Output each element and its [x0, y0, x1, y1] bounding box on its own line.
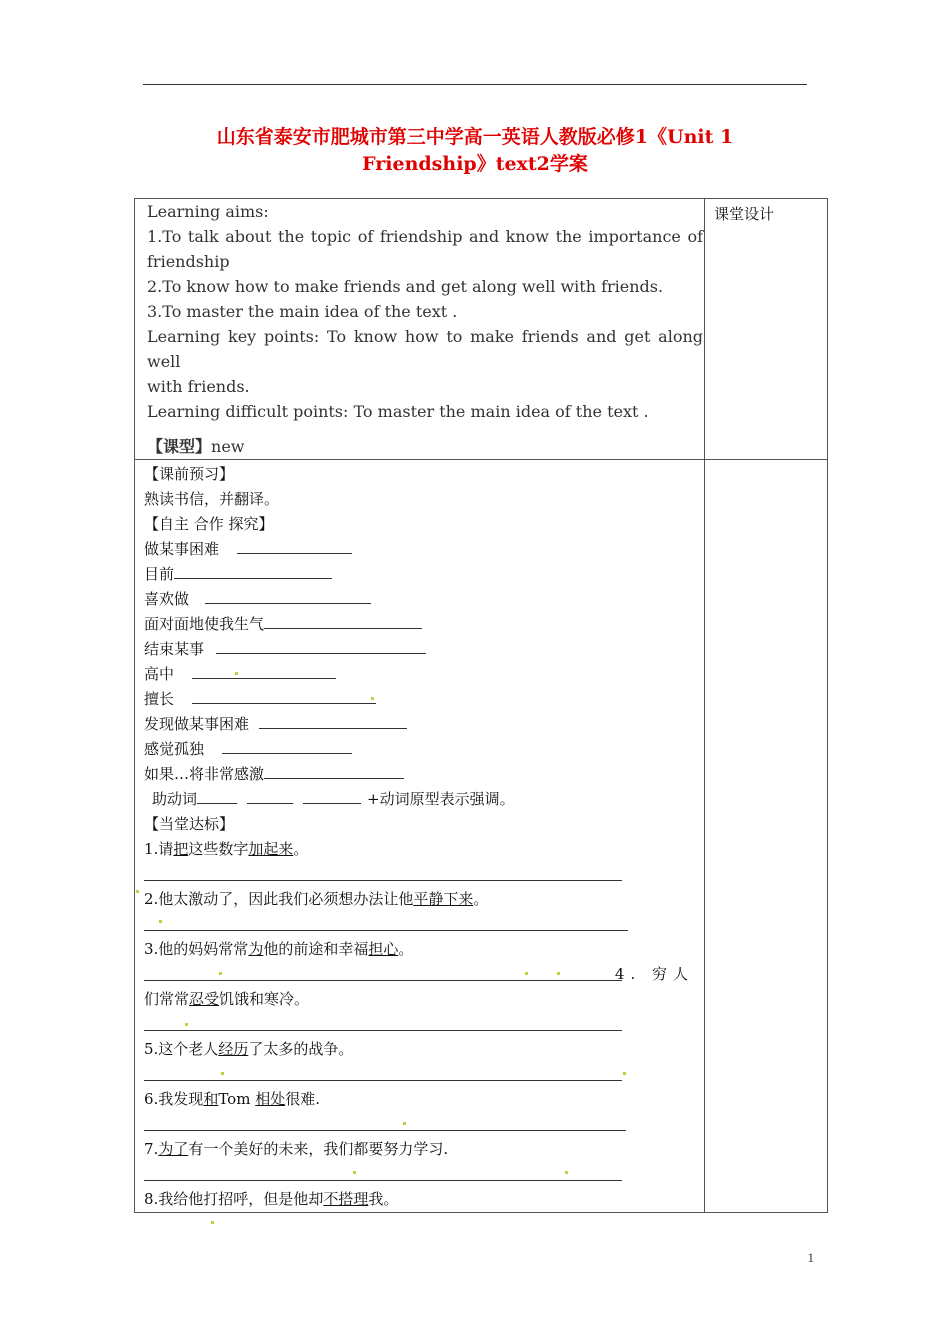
phrase-item: 如果…将非常感激 [144, 762, 704, 787]
phrase-item: 结束某事 [144, 637, 704, 662]
class-design-notes[interactable] [705, 460, 828, 1213]
header-rule [143, 84, 807, 85]
scan-speck [371, 697, 374, 700]
scan-speck [185, 1023, 188, 1026]
scan-speck [221, 1072, 224, 1075]
learning-aims-cell [135, 199, 705, 460]
scan-speck [235, 672, 238, 675]
scan-speck [623, 1072, 626, 1075]
aim-2: 2.To know how to make friends and get along well with friends. [147, 277, 664, 296]
sentence-2: 2.他太激动了，因此我们必须想办法让他平静下来。 [144, 890, 489, 908]
answer-line[interactable] [144, 1112, 704, 1137]
sentence-5: 5.这个老人经历了太多的战争。 [144, 1040, 354, 1058]
answer-blank[interactable] [205, 589, 371, 604]
title-line-2: Friendship》text2学案 [362, 153, 588, 175]
answer-line[interactable] [144, 912, 704, 937]
aim-3: 3.To master the main idea of the text . [147, 302, 458, 321]
phrase-item: 做某事困难 [144, 537, 704, 562]
lesson-type [147, 434, 703, 459]
sentence-7: 7.为了有一个美好的未来，我们都要努力学习. [144, 1140, 449, 1158]
answer-line[interactable] [144, 1162, 704, 1187]
page-number: 1 [807, 1250, 814, 1265]
scan-speck [557, 972, 560, 975]
key-points: Learning key points: To know how to make friends and get along well [147, 327, 703, 371]
scan-speck [211, 1221, 214, 1224]
phrase-item: 面对面地使我生气 [144, 612, 704, 637]
lesson-type-tag: 【课型】 [147, 437, 212, 456]
preview-heading: 【课前预习】 [144, 465, 235, 483]
answer-blank[interactable] [264, 764, 404, 779]
scan-speck [565, 1171, 568, 1174]
phrase-item: 目前 [144, 562, 704, 587]
sentence-4: 们常常忍受饥饿和寒冷。 [144, 990, 310, 1008]
aim-1: 1.To talk about the topic of friendship and know the importance of [147, 227, 703, 246]
aim-1-cont: friendship [147, 252, 230, 271]
preview-task: 熟读书信，并翻译。 [144, 490, 280, 508]
phrase-item: 喜欢做 [144, 587, 704, 612]
scan-speck [219, 972, 222, 975]
phrase-item: 擅长 [144, 687, 704, 712]
answer-line[interactable] [144, 962, 704, 987]
answer-blank[interactable] [197, 789, 237, 804]
difficult-points: Learning difficult points: To master the main idea of the text . [147, 402, 649, 421]
answer-line[interactable] [144, 1012, 704, 1037]
sentence-8: 8.我给他打招呼，但是他却不搭理我。 [144, 1190, 399, 1208]
scan-speck [136, 890, 139, 893]
phrase-item: 发现做某事困难 [144, 712, 704, 737]
answer-blank[interactable] [222, 739, 352, 754]
sentence-6: 6.我发现和Tom 相处很难. [144, 1090, 320, 1108]
scan-speck [159, 920, 162, 923]
sentence-3: 3.他的妈妈常常为他的前途和幸福担心。 [144, 940, 414, 958]
answer-blank[interactable] [247, 789, 293, 804]
answer-blank[interactable] [216, 639, 426, 654]
answer-blank[interactable] [237, 539, 352, 554]
answer-blank[interactable] [259, 714, 407, 729]
phrase-item: 感觉孤独 [144, 737, 704, 762]
document-title [140, 124, 810, 178]
worksheet-table [134, 198, 828, 1213]
answer-line[interactable] [144, 1062, 704, 1087]
answer-blank[interactable] [192, 664, 336, 679]
scan-speck [353, 1171, 356, 1174]
aims-heading: Learning aims: [147, 202, 269, 221]
answer-line[interactable] [144, 862, 704, 887]
answer-blank[interactable] [264, 614, 422, 629]
answer-blank[interactable] [192, 689, 376, 704]
lesson-type-value: new [211, 437, 245, 456]
answer-blank[interactable] [303, 789, 361, 804]
scan-speck [525, 972, 528, 975]
phrase-item: 高中 [144, 662, 704, 687]
title-line-1: 山东省泰安市肥城市第三中学高一英语人教版必修1《Unit 1 [216, 126, 734, 148]
auxiliary-verb-item: 助动词 +动词原型表示强调。 [152, 790, 515, 808]
answer-blank[interactable] [174, 564, 332, 579]
key-points-cont: with friends. [147, 377, 250, 396]
scan-speck [403, 1122, 406, 1125]
exercise-cell [135, 460, 705, 1213]
class-design-label: 课堂设计 [714, 205, 775, 223]
explore-heading: 【自主 合作 探究】 [144, 515, 274, 533]
sentence-1: 1.请把这些数字加起来。 [144, 840, 309, 858]
practice-heading: 【当堂达标】 [144, 815, 235, 833]
sentence-4-start: 4. 穷人 [614, 965, 694, 983]
class-design-header [705, 199, 828, 460]
